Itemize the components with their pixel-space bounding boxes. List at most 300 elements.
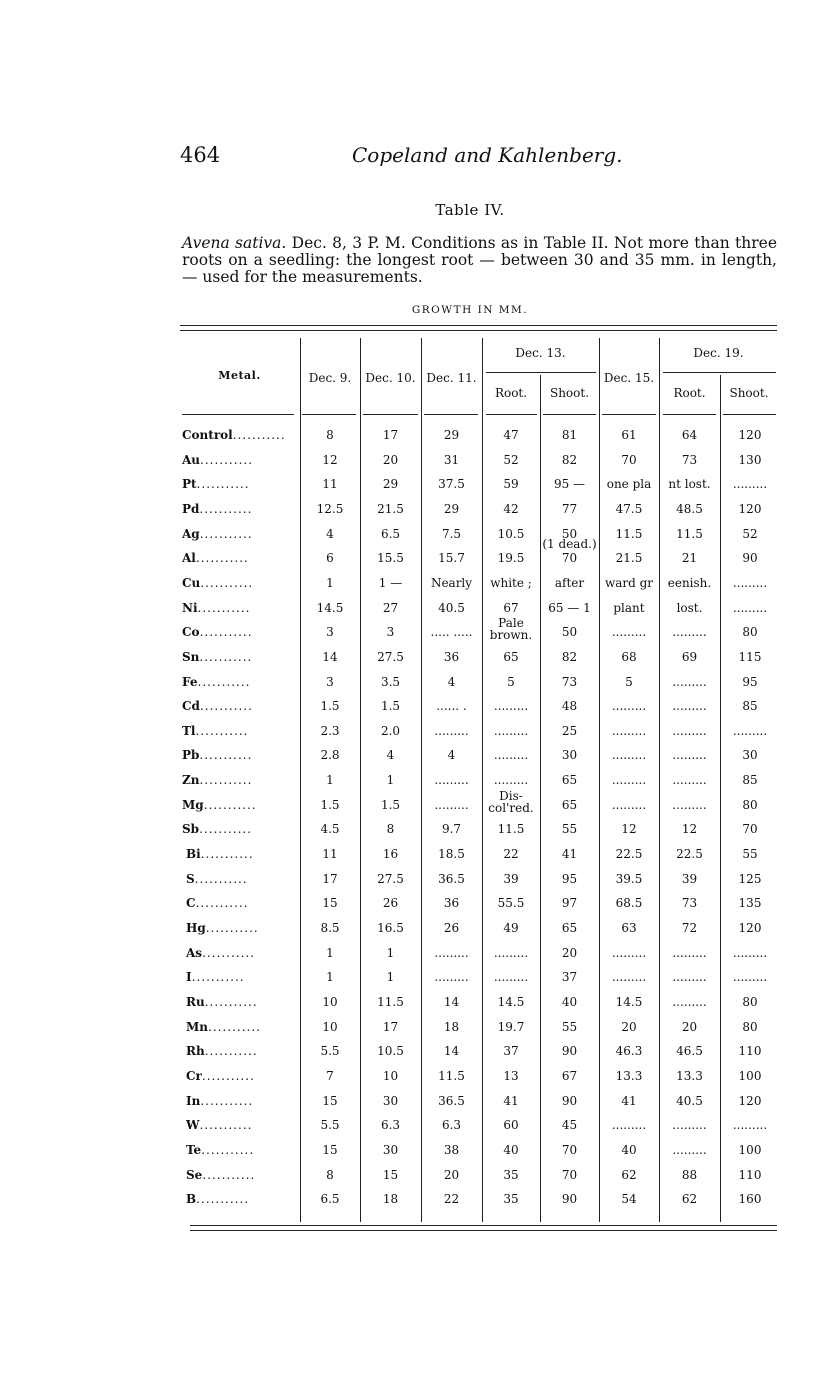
table-cell: ......... <box>611 625 647 640</box>
table-cell: 42 <box>503 501 519 516</box>
table-cell: 14.5 <box>615 994 643 1009</box>
leader-dots: ........... <box>200 847 254 862</box>
table-cell: 1 — <box>378 575 403 590</box>
table-cell: ......... <box>611 699 647 714</box>
header-metal: Metal. <box>218 369 261 382</box>
table-cell: 90 <box>561 1192 578 1207</box>
metal-name: Al <box>182 551 196 566</box>
table-cell: 130 <box>738 452 762 467</box>
table-cell: 100 <box>738 1068 762 1083</box>
leader-dots: ........... <box>191 970 245 985</box>
metal-label <box>182 551 300 565</box>
caption-species: Avena sativa. <box>182 234 287 252</box>
table-cell: 13.3 <box>676 1068 703 1083</box>
table-cell: 14 <box>443 994 460 1009</box>
metal-label <box>186 847 304 861</box>
table-cell: ......... <box>732 600 768 615</box>
header-rule <box>182 414 294 415</box>
table-cell: 35 <box>503 1192 519 1207</box>
table-cell: 68.5 <box>615 896 643 911</box>
metal-name: B <box>186 1192 197 1207</box>
table-cell: ......... <box>434 723 469 738</box>
table-cell: 12 <box>681 822 698 837</box>
table-cell: 80 <box>742 625 758 640</box>
table-cell: 8.5 <box>320 921 340 935</box>
metal-label <box>182 527 300 541</box>
table-cell: 6.3 <box>380 1118 401 1133</box>
table-cell: 73 <box>681 452 698 467</box>
table-cell: 62 <box>681 1192 698 1207</box>
metal-label <box>182 699 300 713</box>
table-cell: 85 <box>742 773 758 788</box>
table-caption <box>182 235 777 286</box>
metal-name: Mg <box>182 797 204 812</box>
table-cell: 1 <box>326 945 334 960</box>
table-cell: 70 <box>561 1142 578 1157</box>
table-cell: Nearly <box>430 575 473 590</box>
table-cell: 21.5 <box>615 551 643 566</box>
metal-label <box>182 822 300 836</box>
table-cell: 14.5 <box>316 600 344 615</box>
metal-label <box>186 1192 304 1206</box>
table-cell: 10.5 <box>497 526 525 541</box>
table-cell: 18 <box>382 1192 399 1207</box>
leader-dots: ........... <box>200 452 254 467</box>
leader-dots: ........... <box>204 994 258 1009</box>
table-cell: 4 <box>447 674 456 689</box>
header-rule <box>543 414 596 415</box>
table-cell: ......... <box>434 970 469 985</box>
table-cell: 41 <box>561 847 578 862</box>
header-root: Root. <box>494 386 528 400</box>
table-cell: 67 <box>561 1068 578 1083</box>
metal-label <box>182 773 300 787</box>
table-cell: 15 <box>382 1167 399 1182</box>
table-cell: 120 <box>738 501 762 516</box>
table-cell: 4.5 <box>320 822 340 837</box>
table-cell: 6 <box>326 551 334 566</box>
bottom-rule <box>190 1225 777 1226</box>
table-cell: 48.5 <box>676 501 703 516</box>
leader-dots: ........... <box>199 822 253 837</box>
metal-name: Cr <box>186 1068 202 1083</box>
table-cell: 5 <box>625 674 633 689</box>
table-cell: 90 <box>561 1044 578 1059</box>
table-cell: 88 <box>681 1167 698 1182</box>
metal-name: Rh <box>186 1044 205 1059</box>
table-cell: 1 <box>386 773 395 788</box>
metal-name: Pt <box>182 477 197 492</box>
leader-dots: ........... <box>200 575 254 590</box>
table-cell: 60 <box>503 1118 519 1133</box>
metal-name: Te <box>186 1142 202 1157</box>
table-cell: 5.5 <box>320 1118 340 1133</box>
table-cell: ......... <box>611 773 647 788</box>
leader-dots: ........... <box>194 871 248 886</box>
header-dec10: Dec. 10. <box>365 371 416 385</box>
table-cell: 15.7 <box>438 551 465 566</box>
table-cell: ......... <box>611 945 647 960</box>
metal-name: Ni <box>182 600 198 615</box>
table-cell: 22 <box>503 847 519 862</box>
table-cell: 8 <box>386 822 395 837</box>
table-cell: one pla <box>606 477 652 492</box>
metal-label <box>186 921 304 935</box>
table-cell: 39 <box>681 871 698 886</box>
metal-label <box>186 1118 304 1132</box>
table-cell: 69 <box>681 649 698 664</box>
table-cell: 67 <box>503 600 519 615</box>
metal-name: Pb <box>182 748 200 763</box>
leader-dots: ........... <box>199 699 253 714</box>
header-rule <box>486 414 537 415</box>
table-cell: ......... <box>672 797 707 812</box>
metal-label <box>186 1094 304 1108</box>
table-cell: ......... <box>611 970 647 985</box>
leader-dots: ........... <box>208 1019 261 1034</box>
table-cell: 12 <box>322 452 338 467</box>
table-cell: 62 <box>621 1167 637 1182</box>
table-cell: 21 <box>681 551 698 566</box>
metal-label <box>186 995 304 1009</box>
table-cell: 20 <box>443 1167 460 1182</box>
table-cell: 70 <box>561 1167 578 1182</box>
metal-name: Pd <box>182 501 200 516</box>
table-cell: ......... <box>493 773 529 788</box>
table-cell: ......... <box>611 1118 647 1133</box>
table-cell: white ; <box>490 575 532 590</box>
table-title: Table IV. <box>435 201 505 219</box>
table-cell: 70 <box>561 551 578 566</box>
table-cell: 22.5 <box>615 847 643 862</box>
header-shoot-19: Shoot. <box>729 386 769 400</box>
table-cell: 1 <box>326 773 334 788</box>
metal-label <box>182 502 300 516</box>
table-cell: 61 <box>621 428 637 442</box>
table-cell: ......... <box>434 945 469 960</box>
table-cell: ......... <box>732 723 768 738</box>
top-rule <box>180 325 777 326</box>
table-cell: 12.5 <box>316 501 344 516</box>
table-cell: 97 <box>561 896 578 911</box>
table-cell: 1 <box>386 945 395 960</box>
header-rule <box>363 414 418 415</box>
metal-label <box>182 601 300 615</box>
table-cell: 95 — <box>553 477 586 492</box>
table-cell: 20 <box>621 1019 637 1034</box>
table-cell: ......... <box>493 970 529 985</box>
table-cell: 110 <box>738 1044 762 1059</box>
leader-dots: ........... <box>197 674 251 689</box>
table-cell: 14.5 <box>497 994 525 1009</box>
header-dec15: Dec. 15. <box>603 371 655 385</box>
table-cell: 7.5 <box>441 526 462 541</box>
leader-dots: ........... <box>202 945 256 960</box>
metal-name: Ag <box>182 526 200 541</box>
table-cell: 1 <box>326 970 334 985</box>
table-cell: 73 <box>681 896 698 911</box>
table-cell: 4 <box>386 748 395 763</box>
leader-dots: ........... <box>232 428 286 442</box>
table-cell: 41 <box>621 1093 637 1108</box>
table-cell: 1 <box>386 970 395 985</box>
table-cell: 30 <box>561 748 578 763</box>
table-cell: 36.5 <box>438 871 465 886</box>
header-dec19: Dec. 19. <box>693 346 744 360</box>
table-cell: 20 <box>561 945 578 960</box>
table-cell: ......... <box>732 477 768 492</box>
table-cell: 17 <box>382 1019 399 1034</box>
metal-label <box>186 946 304 960</box>
metal-name: I <box>186 970 192 985</box>
table-cell: 39 <box>503 871 519 886</box>
table-cell: 48 <box>561 699 578 714</box>
table-cell: 10 <box>322 1019 338 1034</box>
table-cell: 49 <box>503 921 519 935</box>
table-cell: ......... <box>672 674 707 689</box>
table-cell: 29 <box>443 501 460 516</box>
caption-text: Dec. 8, 3 P. M. Conditions as in Table II. Not more than three roots on a seedling: the longest root — between 30 and 35 mm. in length, — used for the measurements. <box>182 234 777 286</box>
bottom-rule <box>190 1230 777 1231</box>
table-cell: ......... <box>672 1142 707 1157</box>
metal-name: Zn <box>182 773 200 788</box>
table-cell: ......... <box>732 575 768 590</box>
header-rule <box>424 414 478 415</box>
table-cell: 2.8 <box>320 748 340 763</box>
table-cell: Dis-col'red. <box>488 788 534 815</box>
table-cell: ......... <box>672 723 707 738</box>
table-cell: ......... <box>434 773 469 788</box>
metal-name: Fe <box>182 674 198 689</box>
header-rule <box>602 414 656 415</box>
metal-label <box>186 1044 304 1058</box>
metal-label <box>182 428 300 442</box>
table-cell: 3 <box>386 625 395 640</box>
table-cell: ......... <box>672 625 707 640</box>
table-cell: 5 <box>507 674 515 689</box>
leader-dots: ........... <box>195 896 249 911</box>
table-cell: ......... <box>493 723 529 738</box>
table-cell: lost. <box>676 600 703 615</box>
table-cell: 40.5 <box>676 1093 703 1108</box>
subheader-rule <box>486 372 596 373</box>
metal-name: Hg <box>186 921 206 935</box>
table-cell: 59 <box>503 477 519 492</box>
table-cell: 55 <box>561 822 578 837</box>
table-cell: 55 <box>561 1019 578 1034</box>
leader-dots: ........... <box>195 551 249 566</box>
table-cell: 4 <box>326 526 334 541</box>
table-cell: 81 <box>561 428 578 442</box>
table-cell: 95 <box>742 674 758 689</box>
table-cell: 40.5 <box>438 600 465 615</box>
leader-dots: ........... <box>196 477 250 492</box>
leader-dots: ........... <box>201 1068 255 1083</box>
table-cell: 8 <box>326 1167 334 1182</box>
table-subheading: GROWTH IN MM. <box>411 304 529 316</box>
table-cell: 1 <box>326 575 334 590</box>
table-cell: 21.5 <box>377 501 404 516</box>
table-cell: 2.3 <box>320 723 340 738</box>
table-cell: 17 <box>382 428 399 442</box>
table-cell: 52 <box>742 526 758 541</box>
table-cell: 22 <box>443 1192 460 1207</box>
table-cell: 30 <box>382 1142 399 1157</box>
table-cell: ......... <box>672 994 707 1009</box>
table-cell: 36 <box>443 649 460 664</box>
ag-note: (1 dead.) <box>542 536 597 551</box>
table-cell: 13 <box>503 1068 519 1083</box>
table-cell: ......... <box>434 797 469 812</box>
table-cell: 11 <box>322 847 338 862</box>
table-cell: 40 <box>561 994 578 1009</box>
table-cell: 18 <box>443 1019 460 1034</box>
table-cell: 1.5 <box>380 797 401 812</box>
table-cell: 19.5 <box>497 551 525 566</box>
table-cell: 27.5 <box>377 649 404 664</box>
table-cell: 19.7 <box>497 1019 525 1034</box>
table-cell: 6.5 <box>320 1192 340 1207</box>
metal-label <box>182 748 300 762</box>
table-cell: 15 <box>322 1142 338 1157</box>
metal-name: Control <box>182 428 233 442</box>
table-cell: 82 <box>561 452 578 467</box>
metal-name: Co <box>182 625 200 640</box>
table-cell: 100 <box>738 1142 762 1157</box>
table-cell: 65 <box>561 773 578 788</box>
header-root-19: Root. <box>673 386 706 400</box>
metal-name: Ru <box>186 994 205 1009</box>
metal-label <box>182 453 300 467</box>
leader-dots: ........... <box>200 1093 254 1108</box>
table-cell: 39.5 <box>615 871 643 886</box>
table-cell: 120 <box>738 921 762 935</box>
table-cell: eenish. <box>667 575 712 590</box>
metal-name: In <box>186 1093 201 1108</box>
table-cell: 41 <box>503 1093 519 1108</box>
table-cell: 11.5 <box>676 526 703 541</box>
metal-name: Sn <box>182 649 200 664</box>
table-cell: 65 <box>503 649 519 664</box>
metal-label <box>186 1143 304 1157</box>
table-cell: 135 <box>738 896 762 911</box>
table-cell: 80 <box>742 797 758 812</box>
table-cell: ......... <box>672 970 707 985</box>
metal-label <box>186 896 304 910</box>
table-cell: 40 <box>621 1142 637 1157</box>
metal-name: Cd <box>182 699 200 714</box>
table-cell: 13.3 <box>615 1068 643 1083</box>
table-cell: 54 <box>621 1192 637 1207</box>
metal-label <box>182 675 300 689</box>
table-cell: 55.5 <box>497 896 525 911</box>
table-cell: 18.5 <box>438 847 465 862</box>
table-cell: 65 <box>561 921 578 935</box>
table-cell: 6.5 <box>380 526 401 541</box>
table-cell: 9.7 <box>441 822 462 837</box>
table-cell: 31 <box>443 452 460 467</box>
table-cell: 37 <box>503 1044 519 1059</box>
table-cell: 90 <box>561 1093 578 1108</box>
header-dec11: Dec. 11. <box>426 371 477 385</box>
metal-name: Au <box>182 452 201 467</box>
table-cell: 26 <box>443 921 460 935</box>
table-cell: 14 <box>443 1044 460 1059</box>
table-cell: 50 <box>561 526 578 541</box>
table-cell: 37 <box>561 970 578 985</box>
table-cell: 5.5 <box>320 1044 340 1059</box>
table-cell: ......... <box>493 699 529 714</box>
table-cell: 110 <box>738 1167 762 1182</box>
table-cell: ......... <box>672 748 707 763</box>
table-cell: 27 <box>382 600 399 615</box>
table-cell: 11.5 <box>497 822 525 837</box>
header-rule <box>663 414 716 415</box>
table-cell: 73 <box>561 674 578 689</box>
metal-name: Se <box>186 1167 203 1182</box>
table-cell: after <box>554 575 585 590</box>
leader-dots: ........... <box>199 773 253 788</box>
table-cell: ward gr <box>604 575 654 590</box>
metal-name: Cu <box>182 575 201 590</box>
table-cell: 4 <box>447 748 456 763</box>
metal-label <box>182 650 300 664</box>
metal-name: Mn <box>186 1019 209 1034</box>
table-cell: 12 <box>621 822 637 837</box>
metal-name: W <box>186 1118 200 1133</box>
table-cell: 70 <box>621 452 637 467</box>
metal-label <box>182 724 300 738</box>
leader-dots: ........... <box>201 1142 255 1157</box>
metal-name: C <box>186 896 196 911</box>
table-cell: 25 <box>561 723 578 738</box>
table-cell: 120 <box>738 428 762 442</box>
table-cell: 80 <box>742 1019 758 1034</box>
table-cell: 1.5 <box>320 699 340 714</box>
page-number: 464 <box>180 143 221 167</box>
leader-dots: ........... <box>195 723 249 738</box>
metal-label <box>186 970 304 984</box>
table-cell: 16.5 <box>377 921 404 935</box>
metal-name: S <box>186 871 195 886</box>
table-cell: 15 <box>322 1093 338 1108</box>
table-cell: 10 <box>322 994 338 1009</box>
leader-dots: ........... <box>199 649 253 664</box>
table-cell: 38 <box>443 1142 460 1157</box>
header-rule <box>723 414 776 415</box>
table-cell: ......... <box>493 945 529 960</box>
table-cell: 30 <box>382 1093 399 1108</box>
table-cell: 10.5 <box>377 1044 404 1059</box>
table-cell: 1.5 <box>320 797 340 812</box>
header-dec9: Dec. 9. <box>308 371 352 385</box>
table-cell: 3 <box>326 625 334 640</box>
table-cell: 70 <box>742 822 758 837</box>
table-cell: ......... <box>611 748 647 763</box>
table-cell: 63 <box>621 921 637 935</box>
table-cell: 11 <box>322 477 338 492</box>
table-cell: ......... <box>611 723 647 738</box>
table-cell: ......... <box>611 797 647 812</box>
table-cell: 65 — 1 <box>548 600 591 615</box>
leader-dots: ........... <box>205 921 259 935</box>
table-cell: 40 <box>503 1142 519 1157</box>
metal-label <box>182 625 300 639</box>
subheader-rule <box>663 372 776 373</box>
table-cell: 16 <box>382 847 399 862</box>
table-cell: 47 <box>503 428 519 442</box>
table-cell: 125 <box>738 871 762 886</box>
